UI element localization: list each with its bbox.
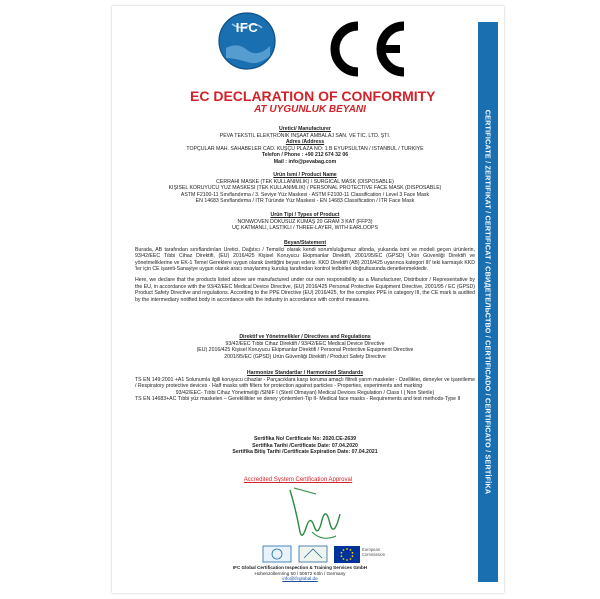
certificate-expiration: Sertifika Bitiş Tarihi /Certificate Expiration Date: 07.04.2021 bbox=[232, 449, 378, 456]
statement-tr: Burada, AB tarafından sınıflandırılan Üretici, Dağıtıcı / Temsilci olarak kendi sorumluluğumuz altında, yukarıda ismi ve modeli geçen ürünlerin, 93/42/EEC Tıbbi Cihaz Direktifi, (EU) 2016/425 Kişisel Koruyucu Ekipmanlar Direktifi, 2001/95/EC (GPSD) Ürün Güvenliği Direktifi ve yönetmeliklerine ve EK-1 Temel Gereklere uygun olarak ürettiğini beyan ederiz. KKD Direktifi (AB) 2016/425 uyarınca kategori III' teki karmaşık KKD 'ler için CE işareti-Sanayiye uygun olarak aracı onaylanmış kuruluş tarafından kontrol tedbirleri doğrultusunda denetlenmektedir. bbox=[135, 246, 475, 273]
product-line: KİŞİSEL KORUYUCU YÜZ MASKESİ (TEK KULLANIMLIK) / PERSONAL PROTECTIVE FACE MASK (DISPOSABLE) bbox=[168, 185, 442, 192]
declaration-subtitle: AT UYGUNLUK BEYANI bbox=[254, 104, 366, 115]
eu-flag-icon bbox=[334, 546, 360, 563]
manufacturer-name: PEVA TEKSTİL ELEKTRONİK İNŞAAT AMBALAJ SAN. VE TİC. LTD. ŞTİ. bbox=[219, 132, 391, 139]
standards-label: Harmonize Standartlar / Harmonized Standards bbox=[246, 370, 364, 376]
certificate-date: Sertifika Tarihi /Certificate Date: 07.04.2020 bbox=[252, 442, 358, 449]
directive-line: (EU) 2016/425 Kişisel Koruyucu Ekipmanlar Direktifi / Personal Protective Equipment Directive bbox=[196, 347, 414, 354]
manufacturer-section bbox=[135, 126, 475, 166]
product-type-label: Ürün Tipi / Types of Product bbox=[270, 212, 340, 218]
directive-line: 93/42/EEC Tıbbi Cihaz Direktifi / 93/42/EEC Medical Device Directive bbox=[225, 340, 385, 347]
directives-label: Direktif ve Yönetmelikler / Directives and Regulations bbox=[239, 334, 371, 340]
statement-section bbox=[135, 240, 475, 303]
address-label: Adres /Address bbox=[285, 139, 325, 146]
certificate-info bbox=[135, 436, 475, 456]
product-line: ASTM F2100-11 Sınıflandırma / 3. Seviye Yüz Maskesi - ASTM F2100-11 Classification / Level 3 Face Mask bbox=[180, 191, 430, 198]
product-type-section bbox=[135, 212, 475, 232]
product-label: Ürün İsmi / Product Name bbox=[273, 172, 337, 178]
address-value: TOPÇULAR MAH. SAHABELER CAD. KUŞÇU PLAZA NO: 1 B EYÜPSULTAN / İSTANBUL / TÜRKİYE bbox=[186, 145, 424, 152]
directive-line: 2001/95/EC (GPSD) Ürün Güvenliği Direktifi / Product Safety Directive bbox=[224, 353, 386, 360]
footer-email[interactable]: info@ifcglobal.de bbox=[282, 576, 318, 582]
ce-mark-logo bbox=[318, 20, 410, 78]
accreditation-stamp bbox=[262, 544, 292, 564]
statement-label: Beyan/Statement bbox=[283, 240, 327, 246]
footer-address: Hohenzollernring 50 / 50672 Köln / Germany bbox=[254, 570, 346, 576]
phone-value: Telefon / Phone : +90 212 674 32 06 bbox=[261, 152, 349, 159]
statement-en: Here, we declare that the products listed above are manufactured under our own responsibility as a Manufacturer, Distributor / Representative by the EU, in accordance with the 93/42/EEC Medical Device Directive, (EU) 2016/425 Personal Protective Equipment Directive, 2001/95 / EC (GPSD) Product Safety Directive and regulations. According to the PPE Directive (EU) 2016/425, for the complex PPE in category III, the CE mark is audited by the intermediary notified body in accordance with the industry in accordance with control measures. bbox=[135, 276, 475, 303]
side-band-text: CERTIFICATE / ZERTIFIKAT / CERTIFICAT / СВИДЕТЕЛЬСТВО / CERTIFICADO / CERTIFICATO / SERTİFİKA bbox=[483, 109, 493, 495]
product-type-line: NONWOVEN DOKUSUZ KUMAŞ 20 GRAM 3 KAT (FFP3) bbox=[237, 218, 373, 225]
standards-section bbox=[135, 370, 475, 403]
eu-commission-text bbox=[362, 547, 385, 557]
product-line: CERRAHİ MASKE (TEK KULLANIMLIK) / SURGICAL MASK (DISPOSABLE) bbox=[216, 178, 394, 185]
mail-value: Mail : info@pevabag.com bbox=[273, 158, 337, 165]
product-type-line: ÜÇ KATMANLI, LASTİKLİ / THREE-LAYER, WITH EARLOOPS bbox=[232, 225, 378, 232]
product-section bbox=[135, 172, 475, 205]
footer bbox=[190, 565, 410, 582]
standard-line: 93/42/EEC- Tıbbi Cihaz Yönetmeliği /SINIF I (Steril Olmayan) Medical Devices Regulation / Class I ( Non Sterile) bbox=[175, 389, 435, 396]
standard-line: TS EN 149:2001 +A1 Solunumla ilgili koruyucu cihazlar - Parçacıklara karşı koruma amaçlı filtreli yarım maskeler - Özellikler, deneyler ve işaretleme / Respiratory protective devices - Half masks with filters for protection against particles - Properties, experiments and marking bbox=[135, 376, 475, 390]
footer-company: IFC Global Certification Inspection & Training Services GmbH bbox=[232, 565, 368, 570]
product-line: EN 14683 Sınıflandırma / ITR Türünde Yüz Maskesi - EN 14683 Classification / ITR Face Mask bbox=[195, 198, 415, 205]
standard-line: TS EN 14683+AC Tıbbi yüz maskeleri – Gereklilikler ve deney yöntemleri-Tip II- Medical face masks - Requirements and test methods-Type II bbox=[135, 396, 461, 403]
declaration-title: EC DECLARATION OF CONFORMITY bbox=[190, 88, 436, 104]
eu-commission-line: Commission bbox=[362, 552, 386, 557]
handwritten-signature bbox=[282, 480, 352, 550]
iaf-stamp bbox=[298, 544, 328, 564]
manufacturer-label: Üretici/ Manufacturer bbox=[279, 126, 331, 132]
certificate-number: Sertifika No/ Certificate No: 2020.CE-2639 bbox=[253, 436, 357, 442]
accredited-approval-link[interactable]: Accredited System Certification Approval bbox=[243, 477, 353, 483]
eu-commission-line: European bbox=[362, 547, 381, 552]
directives-section bbox=[135, 334, 475, 360]
ifc-logo-text: IFC bbox=[235, 20, 259, 35]
